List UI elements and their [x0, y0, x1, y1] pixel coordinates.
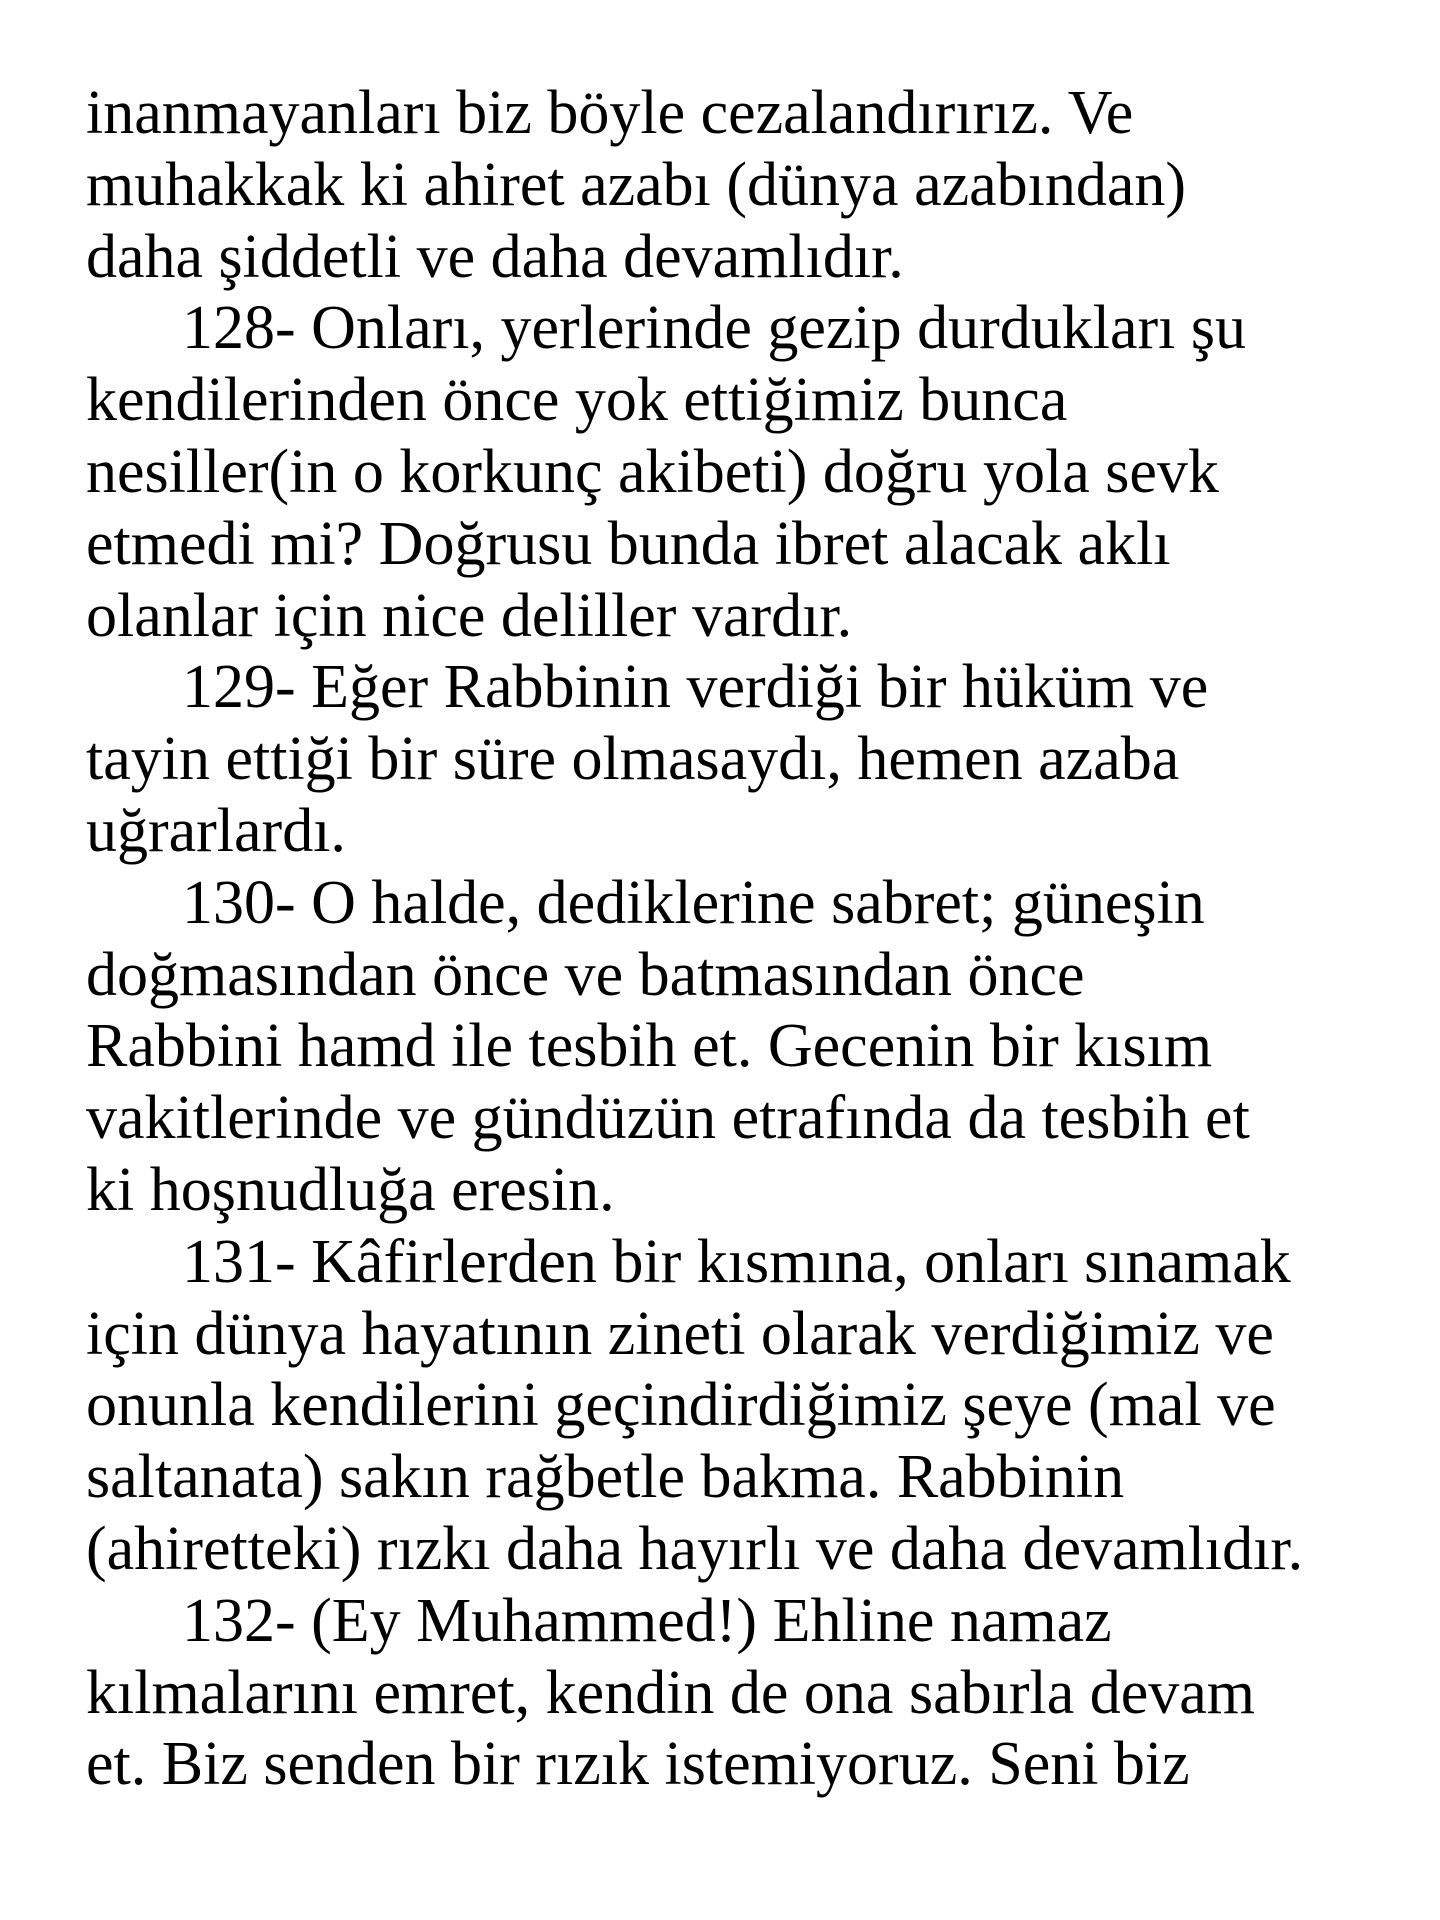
text-line: saltanata) sakın rağbetle bakma. Rabbinin — [86, 1443, 1125, 1512]
text-line: ki hoşnudluğa eresin. — [86, 1155, 615, 1224]
text-line: onunla kendilerini geçindirdiğimiz şeye (mal ve — [86, 1371, 1276, 1440]
text-line: tayin ettiği bir süre olmasaydı, hemen azaba — [86, 725, 1180, 794]
verse-128-start: 128- Onları, yerlerinde gezip durdukları şu — [182, 294, 1246, 363]
document-page — [86, 78, 1406, 1801]
text-line: için dünya hayatının zineti olarak verdiğimiz ve — [86, 1299, 1274, 1368]
text-line: muhakkak ki ahiret azabı (dünya azabından) — [86, 150, 1187, 219]
text-line: inanmayanları biz böyle cezalandırırız. Ve — [86, 79, 1134, 147]
text-line: kılmalarını emret, kendin de ona sabırla devam — [86, 1658, 1255, 1727]
verse-129-start: 129- Eğer Rabbinin verdiği bir hüküm ve — [182, 653, 1209, 722]
text-line: nesiller(in o korkunç akibeti) doğru yola sevk — [86, 437, 1219, 506]
text-line: olanlar için nice deliller vardır. — [86, 581, 853, 650]
text-line: kendilerinden önce yok ettiğimiz bunca — [86, 366, 1068, 435]
text-line: et. Biz senden bir rızık istemiyoruz. Seni biz — [86, 1730, 1190, 1799]
text-line: etmedi mi? Doğrusu bunda ibret alacak aklı — [86, 509, 1171, 578]
verse-130-start: 130- O halde, dediklerine sabret; güneşin — [182, 868, 1205, 937]
text-line: vakitlerinde ve gündüzün etrafında da tesbih et — [86, 1084, 1250, 1153]
text-line: (ahiretteki) rızkı daha hayırlı ve daha devamlıdır. — [86, 1514, 1304, 1583]
text-line: Rabbini hamd ile tesbih et. Gecenin bir kısım — [86, 1012, 1213, 1081]
text-line: uğrarlardı. — [86, 796, 346, 865]
verse-131-start: 131- Kâfirlerden bir kısmına, onları sınamak — [182, 1227, 1291, 1296]
text-line: daha şiddetli ve daha devamlıdır. — [86, 222, 904, 291]
verse-132-start: 132- (Ey Muhammed!) Ehline namaz — [182, 1586, 1112, 1655]
text-line: doğmasından önce ve batmasından önce — [86, 940, 1085, 1009]
